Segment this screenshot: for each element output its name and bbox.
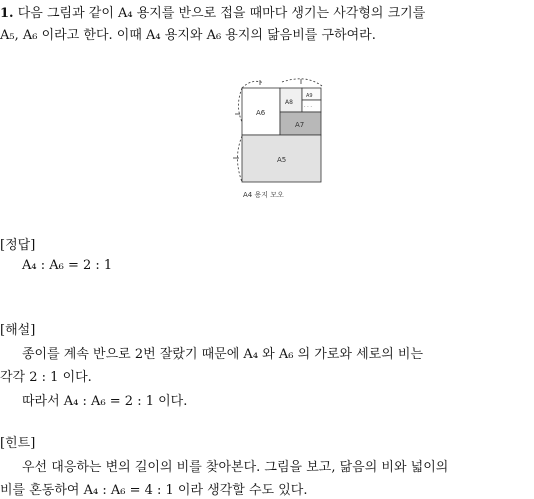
hint-header: [힌트] bbox=[0, 436, 36, 451]
problem-text-2: A₅, A₆ 이라고 한다. 이때 A₄ 용지와 A₆ 용지의 닮음비를 구하여라. bbox=[0, 28, 376, 43]
explanation-line-1: 종이를 계속 반으로 2번 잘랐기 때문에 A₄ 와 A₆ 의 가로와 세로의 비는 bbox=[22, 347, 424, 362]
figure-caption: A4 용지 모오 bbox=[243, 191, 284, 199]
problem-line-1 bbox=[0, 2, 425, 21]
label-a7: A7 bbox=[295, 121, 305, 129]
label-dots: · · · bbox=[304, 104, 312, 110]
fold-arc-top-left bbox=[242, 81, 264, 88]
explanation-line-3: 따라서 A₄ : A₆ = 2 : 1 이다. bbox=[22, 394, 188, 409]
answer-text: A₄ : A₆ = 2 : 1 bbox=[22, 258, 113, 273]
label-a5: A5 bbox=[277, 156, 287, 164]
fold-arc-left-upper bbox=[239, 88, 243, 122]
label-a6: A6 bbox=[256, 109, 266, 117]
problem-text-1: 다음 그림과 같이 A₄ 용지를 반으로 접을 때마다 생기는 사각형의 크기를 bbox=[17, 6, 426, 21]
fold-arc-left-lower bbox=[238, 136, 243, 182]
label-a8: A8 bbox=[285, 99, 293, 106]
explanation-line-2: 각각 2 : 1 이다. bbox=[0, 370, 92, 385]
explanation-header: [해설] bbox=[0, 323, 36, 338]
hint-line-2: 비를 혼동하여 A₄ : A₆ = 4 : 1 이라 생각할 수도 있다. bbox=[0, 483, 308, 498]
a4-paper-figure bbox=[230, 76, 330, 204]
problem-number: 1. bbox=[0, 6, 14, 21]
hint-line-1: 우선 대응하는 변의 길이의 비를 찾아본다. 그림을 보고, 닮음의 비와 넓이의 bbox=[22, 460, 449, 475]
answer-header: [정답] bbox=[0, 238, 36, 253]
label-a9: A9 bbox=[306, 93, 313, 99]
fold-arc-top-right bbox=[282, 79, 322, 86]
